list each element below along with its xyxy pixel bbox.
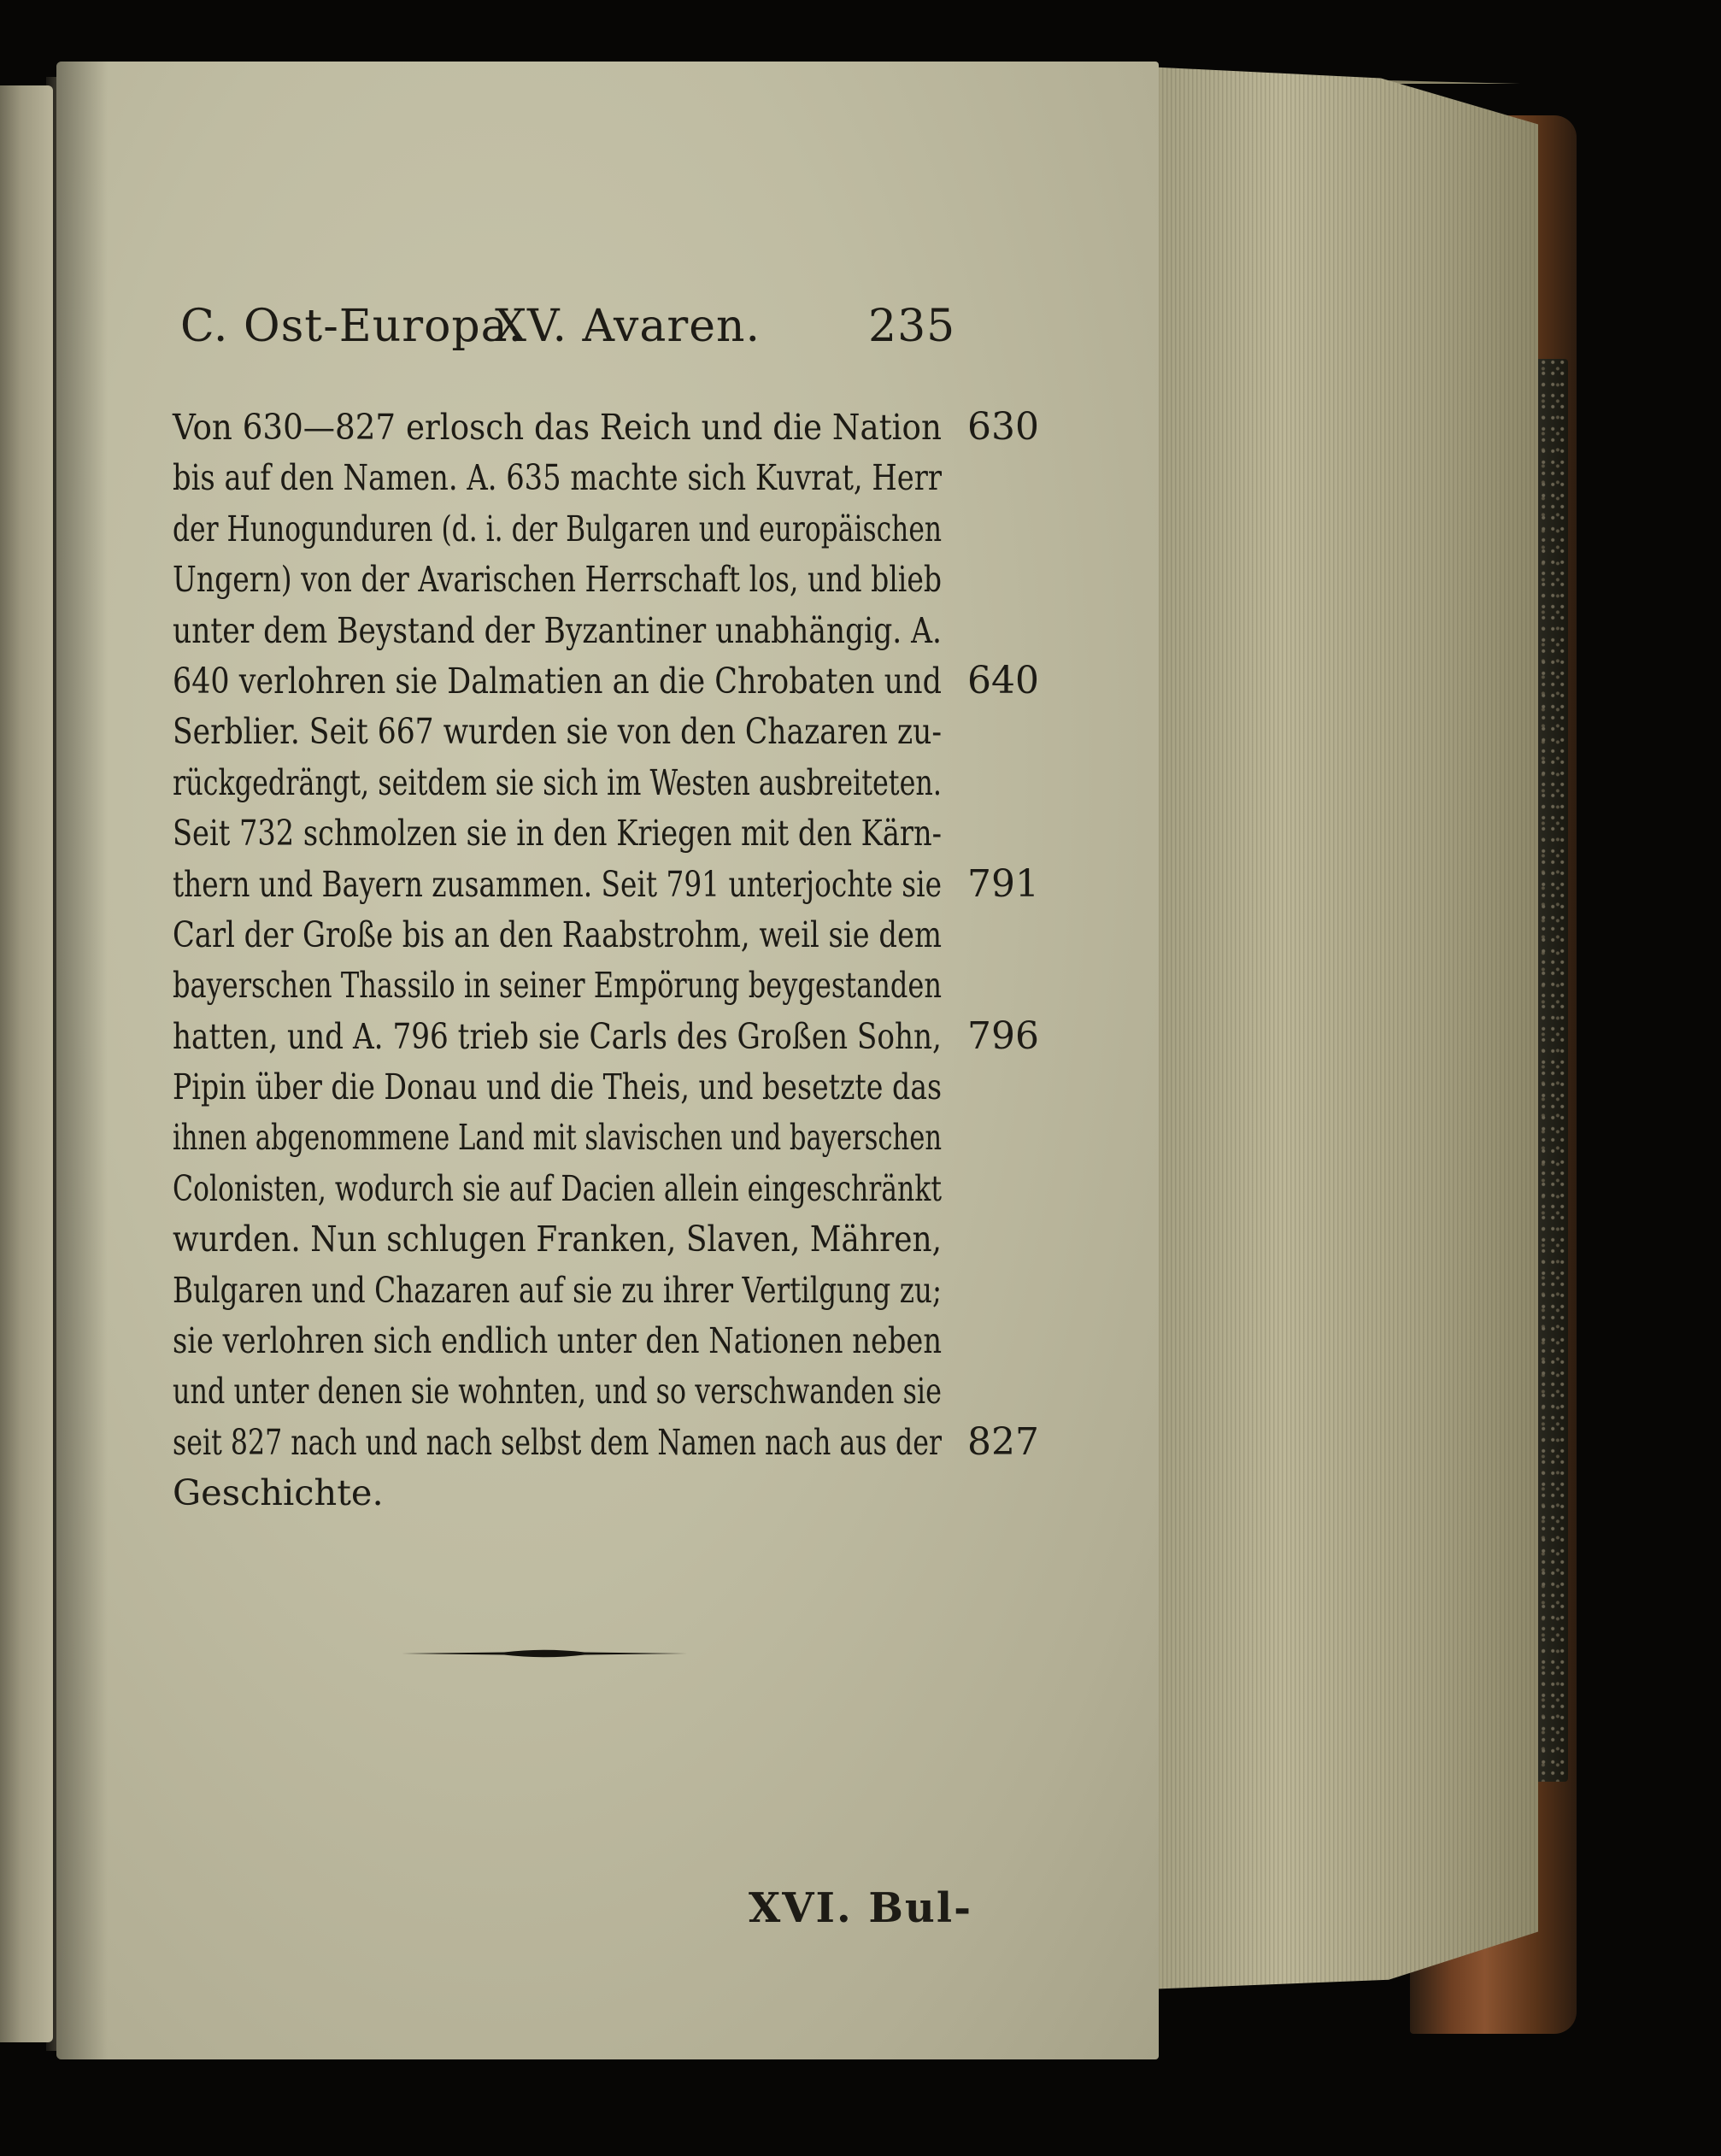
margin-year: 791	[967, 861, 1039, 906]
line-text: bayerschen Thassilo in seiner Empörung beygestanden	[173, 964, 943, 1007]
line-text: Colonisten, wodurch sie auf Dacien allein eingeschränkt	[173, 1166, 942, 1209]
text-line	[173, 859, 1039, 909]
text-line	[173, 402, 1039, 452]
header-section: C. Ost-Europa.	[180, 301, 524, 352]
line-text: Bulgaren und Chazaren auf sie zu ihrer Vertilgung zu;	[173, 1268, 943, 1311]
text-line	[173, 909, 1010, 960]
margin-year: 640	[967, 658, 1039, 702]
line-text: Serblier. Seit 667 wurden sie von den Chazaren zu-	[173, 710, 943, 753]
line-text: und unter denen sie wohnten, und so verschwanden sie	[173, 1370, 942, 1413]
text-line	[173, 1467, 1010, 1518]
line-text: unter dem Beystand der Byzantiner unabhängig. A.	[173, 608, 943, 651]
text-line	[173, 1112, 1010, 1162]
line-text: Seit 732 schmolzen sie in den Kriegen mit den Kärn-	[173, 812, 943, 855]
text-line	[173, 1213, 1010, 1264]
text-line	[173, 757, 1010, 808]
line-text: Geschichte.	[173, 1472, 384, 1514]
line-text: seit 827 nach und nach selbst dem Namen nach aus der	[173, 1420, 943, 1463]
text-line	[173, 1417, 1039, 1467]
running-header	[180, 291, 966, 362]
margin-year: 796	[967, 1013, 1039, 1058]
line-text: wurden. Nun schlugen Franken, Slaven, Mähren,	[173, 1218, 943, 1260]
text-line	[173, 1061, 1010, 1112]
line-text: Pipin über die Donau und die Theis, und besetzte das	[173, 1066, 943, 1108]
text-line	[173, 1265, 1010, 1315]
text-line	[173, 1315, 1010, 1366]
line-text: Carl der Große bis an den Raabstrohm, weil sie dem	[173, 913, 942, 955]
line-text: sie verlohren sich endlich unter den Nationen neben	[173, 1319, 942, 1362]
margin-year: 827	[967, 1419, 1039, 1464]
line-text: thern und Bayern zusammen. Seit 791 unterjochte sie	[173, 862, 943, 905]
text-line	[173, 1163, 1010, 1213]
header-chapter: XV. Avaren.	[495, 301, 761, 352]
line-text: ihnen abgenommene Land mit slavischen und bayerschen	[173, 1116, 943, 1159]
text-line	[173, 554, 1010, 604]
line-text: hatten, und A. 796 trieb sie Carls des Großen Sohn,	[173, 1014, 942, 1057]
page-block-fore-edge	[1145, 67, 1538, 1989]
page-number: 235	[868, 301, 956, 352]
previous-page-edge	[0, 85, 53, 2042]
margin-year: 630	[967, 405, 1039, 449]
text-line	[173, 503, 1010, 554]
ornamental-rule	[402, 1648, 687, 1660]
text-line	[173, 706, 1010, 756]
line-text: 640 verlohren sie Dalmatien an die Chrobaten und	[173, 659, 942, 702]
catchword: XVI. Bul-	[749, 1884, 972, 1932]
text-line	[173, 960, 1010, 1010]
text-line	[173, 452, 1010, 502]
text-line	[173, 605, 1010, 655]
line-text: der Hunogunduren (d. i. der Bulgaren und europäischen	[173, 507, 943, 549]
text-line	[173, 1011, 1039, 1061]
line-text: Ungern) von der Avarischen Herrschaft los, und blieb	[173, 558, 943, 601]
text-line	[173, 655, 1039, 706]
line-text: rückgedrängt, seitdem sie sich im Westen ausbreiteten.	[173, 761, 942, 803]
line-text: bis auf den Namen. A. 635 machte sich Kuvrat, Herr	[173, 456, 943, 499]
line-text: Von 630—827 erlosch das Reich und die Nation	[173, 406, 942, 448]
gutter-shadow	[56, 62, 108, 2059]
body-text	[173, 402, 1039, 1519]
text-line	[173, 1366, 1010, 1416]
book-page	[56, 62, 1159, 2059]
text-line	[173, 808, 1010, 858]
